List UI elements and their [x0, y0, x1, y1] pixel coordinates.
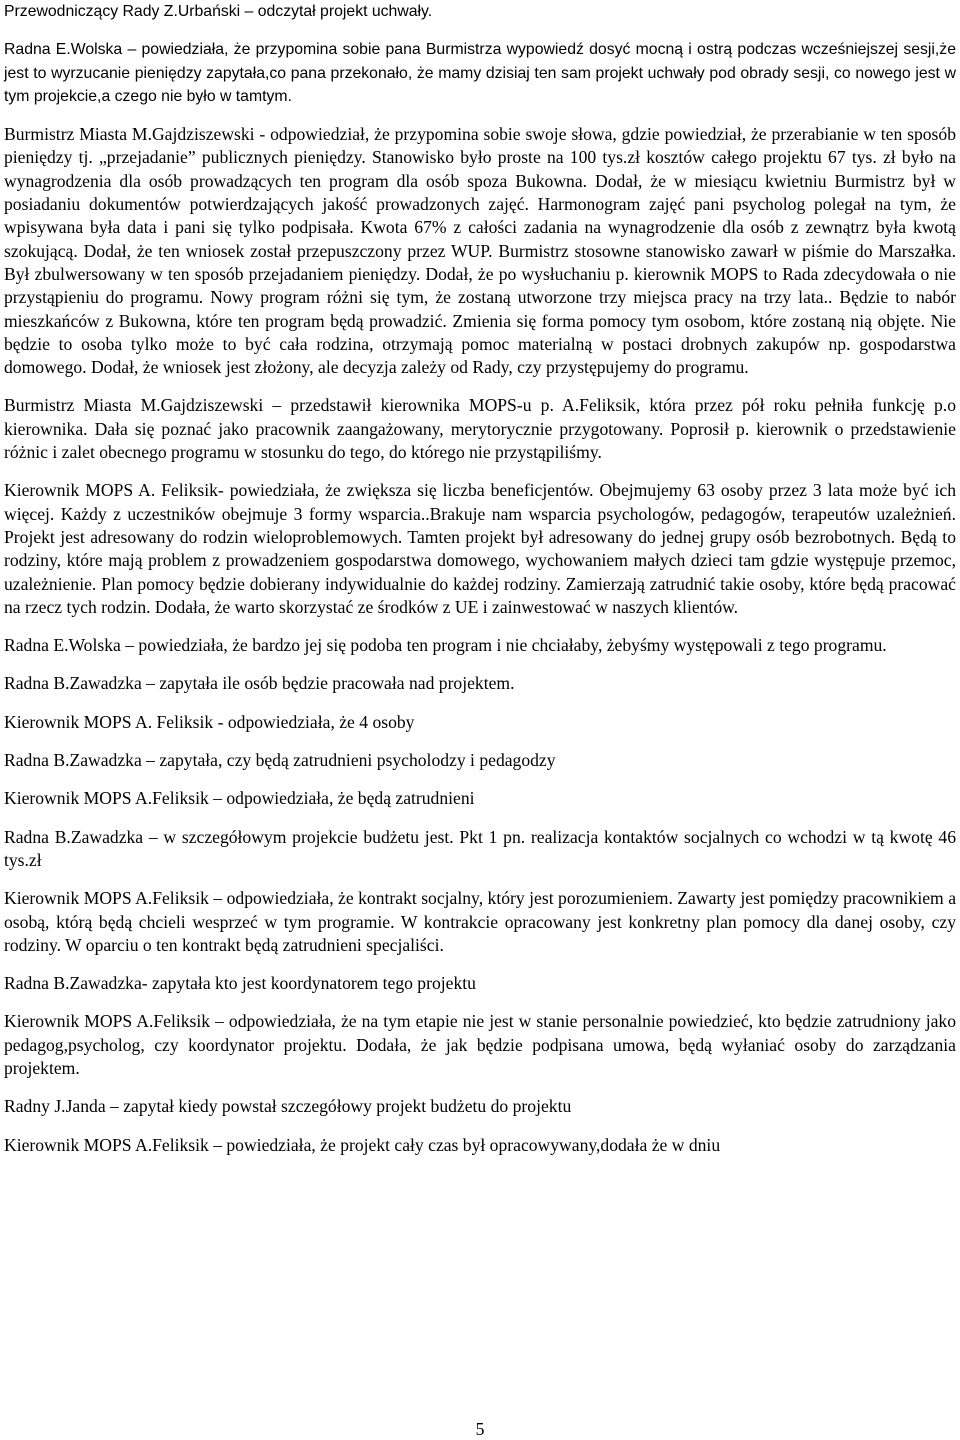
paragraph: Radna B.Zawadzka- zapytała kto jest koordynatorem tego projektu — [4, 973, 476, 994]
page-number: 5 — [475, 1419, 485, 1439]
paragraph: Kierownik MOPS A.Feliksik – odpowiedziała, że będą zatrudnieni — [4, 788, 475, 809]
paragraph: Radny J.Janda – zapytał kiedy powstał szczegółowy projekt budżetu do projektu — [4, 1096, 572, 1117]
paragraph: Burmistrz Miasta M.Gajdziszewski - odpowiedział, że przypomina sobie swoje słowa, gdzie powiedział, że przerabianie w ten sposób pieniędzy tj. „przejadanie” publicznych pieniędzy. Stanowisko było proste na 100 tys.zł kosztów całego projektu 67 tys. zł było na wynagrodzenia dla osób prowadzących ten program dla osób spoza Bukowna. Dodał, że w miesiącu kwietniu Burmistrz był w posiadaniu dokumentów potwierdzających jakość prowadzonych zajęć. Harmonogram zajęć pani psycholog polegał na tym, że wpisywana była data i pani się tylko podpisała. Kwota 67% z całości zadania na wynagrodzenie dla osób z zewnątrz była kwotą szokującą. Dodał, że ten wniosek został przepuszczony przez WUP. Burmistrz stosowne stanowisko zawarł w piśmie do Marszałka. Był zbulwersowany w ten sposób przejadaniem pieniędzy. Dodał, że po wysłuchaniu p. kierownik MOPS to Rada zdecydowała o nie przystąpieniu do programu. Nowy program różni się tym, że zostaną utworzone trzy miejsca pracy na trzy lata.. Będzie to nabór mieszkańców z Bukowna, które ten program będą prowadzić. Zmienia się forma pomocy tym osobom, które zostaną nią objęte. Nie będzie to osoba tylko może to być cała rodzina, otrzymają pomoc materialną w postaci drobnych zakupów np. gospodarstwa domowego. Dodał, że wniosek jest złożony, ale decyzja zależy od Rady, czy przystępujemy do programu. — [4, 124, 956, 378]
paragraph: Przewodniczący Rady Z.Urbański – odczytał projekt uchwały. — [4, 3, 433, 20]
document-body — [4, 0, 956, 1157]
paragraph: Kierownik MOPS A. Feliksik - odpowiedziała, że 4 osoby — [4, 711, 415, 732]
paragraph: Radna B.Zawadzka – zapytała, czy będą zatrudnieni psycholodzy i pedagodzy — [4, 750, 556, 771]
paragraph: Radna B.Zawadzka – w szczegółowym projekcie budżetu jest. Pkt 1 pn. realizacja kontaktów socjalnych co wchodzi w tą kwotę 46 tys.zł — [4, 826, 956, 870]
paragraph: Radna B.Zawadzka – zapytała ile osób będzie pracowała nad projektem. — [4, 673, 515, 694]
paragraph: Burmistrz Miasta M.Gajdziszewski – przedstawił kierownika MOPS-u p. A.Feliksik, która przez pół roku pełniła funkcję p.o kierownika. Dała się poznać jako pracownik zaangażowany, merytorycznie przygotowany. Poprosił p. kierownik o przedstawienie różnic i zalet obecnego programu w stosunku do tego, do którego nie przystąpiliśmy. — [4, 395, 956, 463]
paragraph: Kierownik MOPS A.Feliksik – odpowiedziała, że na tym etapie nie jest w stanie personalnie powiedzieć, kto będzie zatrudniony jako pedagog,psycholog, czy koordynator projektu. Dodała, że jak będzie podpisana umowa, będą wyłaniać osoby do zarządzania projektem. — [4, 1011, 956, 1078]
paragraph: Radna E.Wolska – powiedziała, że przypomina sobie pana Burmistrza wypowiedź dosyć mocną i ostrą podczas wcześniejszej sesji,że jest to wyrzucanie pieniędzy zapytała,co pana przekonało, że mamy dzisiaj ten sam projekt uchwały pod obrady sesji, co nowego jest w tym projekcie,a czego nie było w tamtym. — [4, 41, 956, 105]
paragraph: Kierownik MOPS A. Feliksik- powiedziała, że zwiększa się liczba beneficjentów. Obejmujemy 63 osoby przez 3 lata może być ich więcej. Każdy z uczestników obejmuje 3 formy wsparcia..Brakuje nam wsparcia psychologów, pedagogów, terapeutów uzależnień. Projekt jest adresowany do rodzin wieloproblemowych. Tamten projekt był adresowany do jednej grupy osób bezrobotnych. Będą to rodziny, które mają problem z prowadzeniem gospodarstwa domowego, wychowaniem małych dzieci tam gdzie występuje przemoc, uzależnienie. Plan pomocy będzie dobierany indywidualnie do każdej rodziny. Zamierzają zatrudnić takie osoby, które będą pracować na rzecz tych rodzin. Dodała, że warto skorzystać ze środków z UE i zainwestować w naszych klientów. — [4, 480, 956, 617]
paragraph: Kierownik MOPS A.Feliksik – odpowiedziała, że kontrakt socjalny, który jest porozumieniem. Zawarty jest pomiędzy pracownikiem a osobą, którą będą chcieli wesprzeć w tym programie. W kontrakcie opracowany jest konkretny plan pomocy dla danej osoby, czy rodziny. W oparciu o ten kontrakt będą zatrudnieni specjaliści. — [4, 888, 956, 955]
paragraph: Kierownik MOPS A.Feliksik – powiedziała, że projekt cały czas był opracowywany,dodała że w dniu — [4, 1134, 721, 1155]
paragraph: Radna E.Wolska – powiedziała, że bardzo jej się podoba ten program i nie chciałaby, żebyśmy występowali z tego programu. — [4, 635, 887, 656]
